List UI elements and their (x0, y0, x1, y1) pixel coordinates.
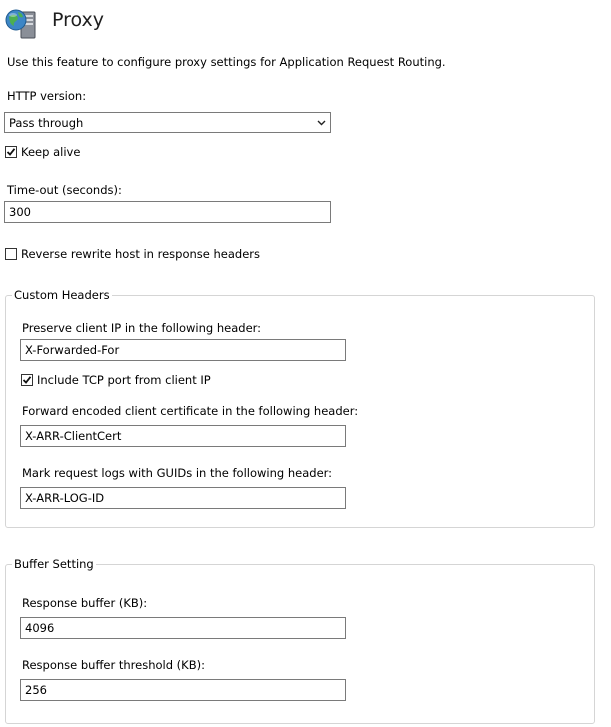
http-version-label: HTTP version: (7, 89, 87, 103)
response-buffer-threshold-input[interactable]: 256 (20, 679, 346, 701)
include-tcp-port-option[interactable] (21, 373, 211, 387)
reverse-rewrite-option[interactable] (5, 247, 260, 261)
http-version-select[interactable] (4, 112, 331, 133)
include-tcp-port-label: Include TCP port from client IP (37, 373, 211, 387)
preserve-ip-label: Preserve client IP in the following header: (22, 321, 262, 335)
globe-server-icon (4, 6, 38, 40)
page-description: Use this feature to configure proxy settings for Application Request Routing. (7, 55, 446, 69)
timeout-label: Time-out (seconds): (7, 183, 122, 197)
guid-logs-label: Mark request logs with GUIDs in the following header: (22, 466, 333, 480)
keep-alive-label: Keep alive (21, 145, 81, 159)
reverse-rewrite-label: Reverse rewrite host in response headers (21, 247, 261, 261)
forward-cert-input[interactable]: X-ARR-ClientCert (20, 425, 346, 447)
include-tcp-port-checkbox[interactable] (21, 374, 33, 386)
page-icon (4, 6, 38, 40)
response-buffer-label: Response buffer (KB): (22, 596, 148, 610)
keep-alive-option[interactable] (5, 145, 80, 159)
http-version-value: Pass through (9, 115, 84, 130)
checkmark-icon (6, 147, 16, 157)
chevron-down-icon (316, 118, 326, 128)
buffer-setting-legend: Buffer Setting (14, 557, 94, 571)
timeout-input[interactable]: 300 (4, 201, 331, 223)
checkmark-icon (22, 375, 32, 385)
response-buffer-threshold-label: Response buffer threshold (KB): (22, 658, 205, 672)
response-buffer-input[interactable]: 4096 (20, 617, 346, 639)
reverse-rewrite-checkbox[interactable] (5, 248, 17, 260)
keep-alive-checkbox[interactable] (5, 146, 17, 158)
guid-logs-input[interactable]: X-ARR-LOG-ID (20, 487, 346, 509)
page-title: Proxy (52, 9, 105, 31)
custom-headers-legend: Custom Headers (14, 288, 110, 302)
forward-cert-label: Forward encoded client certificate in the following header: (22, 404, 359, 418)
preserve-ip-input[interactable]: X-Forwarded-For (20, 339, 346, 361)
